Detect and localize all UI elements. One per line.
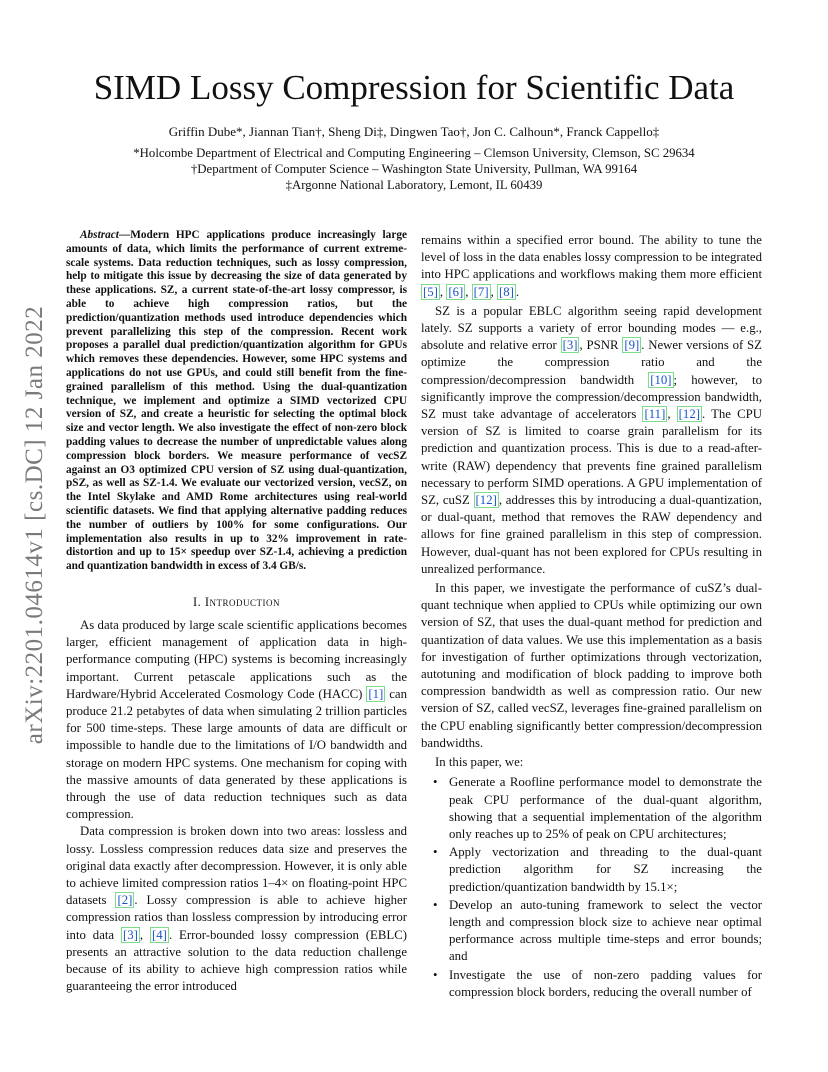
- contribution-item: • Investigate the use of non-zero padding values for compression block borders, reducing the overall number of: [449, 967, 762, 1001]
- paragraph-text: In this paper, we investigate the performance of cuSZ’s dual-quant technique when applied to CPUs while optimizing our own version of SZ, that uses the dual-quant method for prediction and quantization of data values. We use this implementation as a basis for investigation of further optimizations through vectorization, autotuning and modification of block padding to improve both compression bandwidth as well as compression ratio. Our new version of SZ, called vecSZ, leverages fine-grained parallelism on the CPU enabling significantly better compression/decompression bandwidths.: [421, 581, 762, 750]
- citation-link[interactable]: [2]: [117, 893, 133, 908]
- paragraph-text: ,: [465, 284, 472, 299]
- paragraph-text: , addresses this by introducing a dual-quantization, or dual-quant, method that removes the RAW dependency and allows for fine grained parallelism in this step of compression. However, dual-quant has not been explored for CPUs resulting in unrealized performance.: [421, 493, 762, 576]
- body-paragraph: [421, 754, 762, 771]
- affiliation-argonne: ‡Argonne National Laboratory, Lemont, IL 60439: [285, 178, 543, 192]
- body-paragraph: [66, 617, 407, 823]
- paragraph-text: ,: [490, 284, 497, 299]
- abstract-body: —Modern HPC applications produce increasingly large amounts of data, which limits the performance of current extreme-scale systems. Data reduction techniques, such as lossy compression, help to mitigate this issue by decreasing the size of data generated by these applications. SZ, a current state-of-the-art lossy compressor, is able to achieve high compression ratios, but the prediction/quantization methods used introduce dependencies which prevent parallelizing this step of the compression. Recent work proposes a parallel dual prediction/quantization algorithm for GPUs which removes these dependencies. However, some HPC systems and applications do not use GPUs, and could still benefit from the fine-grained parallelism of this method. Using the dual-quantization technique, we implement and optimize a SIMD vectorized CPU version of SZ, and create a heuristic for selecting the optimal block size and vector length. We also investigate the effect of non-zero block padding values to decrease the number of unpredictable values along compression block borders. We measure performance of vecSZ against an O3 optimized CPU version of SZ using dual-quantization, pSZ, as well as SZ-1.4. We evaluate our vectorized version, vecSZ, on the Intel Skylake and AMD Rome architectures using real-world scientific datasets. We find that applying alternative padding reduces the number of outliers by 100% for some configurations. Our implementation also results in up to 32% improvement in rate-distortion and up to 15× speedup over SZ-1.4, achieving a prediction and quantization bandwidth in excess of 3.4 GB/s.: [66, 229, 407, 573]
- affiliation-clemson: *Holcombe Department of Electrical and Computing Engineering – Clemson University, Clemson, SC 29634: [133, 146, 695, 160]
- paragraph-text: As data produced by large scale scientific applications becomes larger, efficient management of application data in high-performance computing (HPC) systems is becoming increasingly important. Current petascale applications such as the Hardware/Hybrid Accelerated Cosmology Code (HACC): [66, 618, 407, 701]
- paragraph-text: In this paper, we:: [435, 755, 524, 770]
- introduction-left-column: [66, 617, 407, 995]
- paragraph-text: , PSNR: [579, 338, 623, 353]
- body-paragraph: [421, 232, 762, 301]
- author-list: Griffin Dube*, Jiannan Tian†, Sheng Di‡, Dingwen Tao†, Jon C. Calhoun*, Franck Cappello‡: [168, 124, 660, 139]
- citation-link[interactable]: [10]: [650, 372, 672, 387]
- paragraph-text: can produce 21.2 petabytes of data when simulating 2 trillion particles for 500 time-steps. These large amounts of data are difficult or impossible to handle due to the limitations of I/O bandwidth and storage on modern HPC systems. One mechanism for coping with the massive amounts of data generated by these applications is through the use of data reduction techniques such as data compression.: [66, 686, 407, 822]
- citation-link[interactable]: [6]: [448, 284, 464, 299]
- body-paragraph: [66, 823, 407, 995]
- contribution-item: • Generate a Roofline performance model to demonstrate the peak CPU performance of the dual-quant algorithm, showing that a sequential implementation of the algorithm only reaches up to 25% of peak on CPU architectures;: [449, 774, 762, 843]
- paragraph-text: ; however, to significantly improve the compression/decompression bandwidth, SZ must take advantage of accelerators: [421, 372, 762, 422]
- paper-title: SIMD Lossy Compression for Scientific Data: [93, 68, 735, 107]
- arxiv-stamp-text: arXiv:2201.04614v1 [cs.DC] 12 Jan 2022: [21, 305, 48, 745]
- paragraph-text: ,: [139, 927, 151, 942]
- paragraph-text: ,: [667, 407, 677, 422]
- paragraph-text: .: [515, 284, 520, 299]
- section-heading-introduction: [66, 595, 407, 610]
- section-title: Introduction: [204, 595, 281, 609]
- citation-link[interactable]: [9]: [624, 338, 640, 353]
- body-paragraph: [421, 303, 762, 578]
- contribution-item: • Develop an auto-tuning framework to select the vector length and compression block size to achieve near optimal performance across multiple time-steps and error bounds; and: [449, 897, 762, 966]
- citation-link[interactable]: [3]: [562, 338, 578, 353]
- paragraph-text: SZ is a popular EBLC algorithm seeing rapid development lately. SZ supports a variety of error bounding modes — e.g., absolute and relative error: [421, 303, 762, 353]
- citation-link[interactable]: [8]: [498, 284, 514, 299]
- abstract-label: Abstract: [80, 229, 119, 241]
- arxiv-stamp: [20, 290, 50, 760]
- contribution-list: [421, 774, 762, 1001]
- citation-link[interactable]: [4]: [152, 927, 167, 942]
- abstract-paragraph: [66, 229, 407, 574]
- paragraph-text: ,: [439, 284, 447, 299]
- section-number: I.: [192, 595, 202, 609]
- citation-link[interactable]: [11]: [644, 407, 666, 422]
- right-column: [421, 232, 762, 1002]
- body-paragraph: [421, 580, 762, 752]
- paragraph-text: remains within a specified error bound. The ability to tune the level of loss in the data enables lossy compression to be integrated into HPC applications and workflows making them more efficient: [421, 233, 762, 282]
- paragraph-text: . Error-bounded lossy compression (EBLC) presents an attractive solution to the data reduction challenge because of its ability to achieve high compression ratios while guaranteeing the error introduced: [66, 927, 407, 994]
- citation-link[interactable]: [12]: [678, 407, 700, 422]
- paragraph-text: . The CPU version of SZ is limited to coarse grain parallelism for its prediction and quantization process. This is due to a read-after-write (RAW) dependency that prevents fine grained parallelism necessary to perform SIMD operations. A GPU implementation of SZ, cuSZ: [421, 407, 762, 508]
- introduction-right-text: [421, 232, 762, 771]
- paragraph-text: . Newer versions of SZ optimize the compression ratio and the compression/decompression bandwidth: [421, 338, 762, 387]
- citation-link[interactable]: [3]: [123, 927, 138, 942]
- paragraph-text: . Lossy compression is able to achieve higher compression ratios than lossless compression by introducing error into data: [66, 893, 407, 942]
- abstract: [66, 229, 407, 574]
- citation-link[interactable]: [12]: [475, 493, 497, 508]
- paragraph-text: Data compression is broken down into two areas: lossless and lossy. Lossless compression reduces data size and preserves the original data exactly after decompression. However, it is only able to achieve limited compression ratios 1–4× on floating-point HPC datasets: [66, 824, 407, 908]
- contribution-item: • Apply vectorization and threading to the dual-quant prediction algorithm for SZ increasing the prediction/quantization bandwidth by 15.1×;: [449, 844, 762, 896]
- affiliation-wsu: †Department of Computer Science – Washington State University, Pullman, WA 99164: [190, 162, 638, 176]
- citation-link[interactable]: [7]: [473, 284, 489, 299]
- citation-link[interactable]: [5]: [423, 284, 438, 299]
- citation-link[interactable]: [1]: [368, 686, 384, 701]
